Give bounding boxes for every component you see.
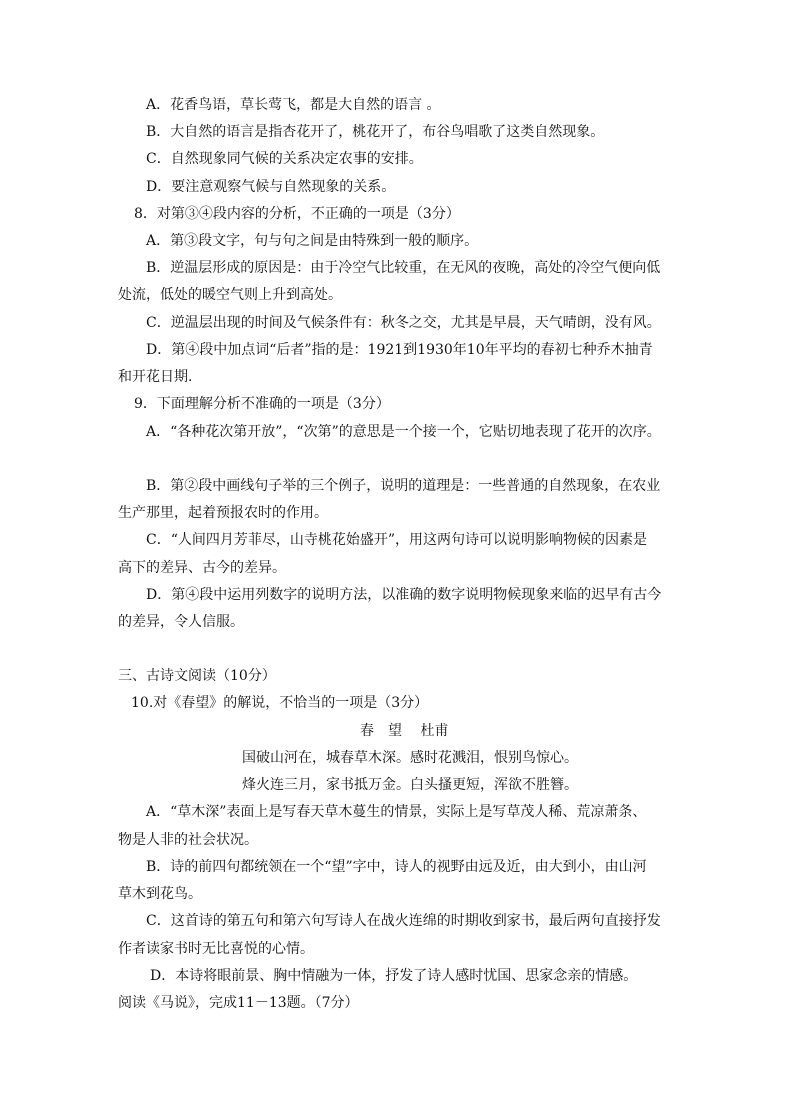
option-10d: D．本诗将眼前景、胸中情融为一体，抒发了诗人感时忧国、思家念亲的情感。 bbox=[150, 968, 638, 984]
option-10a-cont: 物是人非的社会状况。 bbox=[118, 832, 258, 848]
option-9c-cont: 高下的差异、古今的差异。 bbox=[118, 560, 286, 576]
option-10b: B．诗的前四句都统领在一个“望”字中，诗人的视野由远及近，由大到小，由山河 bbox=[146, 859, 647, 875]
option-8a: A．第③段文字，句与句之间是由特殊到一般的顺序。 bbox=[146, 233, 479, 249]
option-10b-cont: 草木到花鸟。 bbox=[118, 886, 202, 902]
option-9b-cont: 生产那里，起着预报农时的作用。 bbox=[118, 505, 328, 521]
question-10: 10.对《春望》的解说，不恰当的一项是（3分） bbox=[131, 695, 429, 711]
option-9d: D．第④段中运用列数字的说明方法，以准确的数字说明物候现象来临的迟早有古今 bbox=[146, 587, 662, 603]
option-9d-cont: 的差异，令人信服。 bbox=[118, 614, 244, 630]
reading-prompt: 阅读《马说》，完成11－13题。（7分） bbox=[118, 995, 359, 1011]
section-heading: 三、古诗文阅读（10分） bbox=[118, 668, 276, 684]
question-9: 9．下面理解分析不准确的一项是（3分） bbox=[134, 396, 390, 412]
question-8: 8．对第③④段内容的分析，不正确的一项是（3分） bbox=[134, 206, 460, 222]
option-8d-cont: 和开花日期. bbox=[118, 369, 193, 385]
option-8c: C．逆温层出现的时间及气候条件有：秋冬之交，尤其是早晨，天气晴朗，没有风。 bbox=[146, 315, 661, 331]
poem-title: 春 望 杜甫 bbox=[360, 723, 449, 739]
option-8b-cont: 处流，低处的暖空气则上升到高处。 bbox=[118, 287, 342, 303]
option-7c: C．自然现象同气候的关系决定农事的安排。 bbox=[146, 151, 423, 167]
option-9c: C．“人间四月芳菲尽，山寺桃花始盛开”，用这两句诗可以说明影响物候的因素是 bbox=[146, 532, 648, 548]
option-10c-cont: 作者读家书时无比喜悦的心情。 bbox=[118, 941, 314, 957]
poem-line-1: 国破山河在，城春草木深。感时花溅泪，恨别鸟惊心。 bbox=[242, 750, 578, 766]
option-7d: D．要注意观察气候与自然现象的关系。 bbox=[146, 179, 396, 195]
option-7b: B．大自然的语言是指杏花开了，桃花开了，布谷鸟唱歌了这类自然现象。 bbox=[146, 124, 605, 140]
option-10a: A．“草木深”表面上是写春天草木蔓生的情景，实际上是写草茂人稀、荒凉萧条、 bbox=[146, 804, 647, 820]
option-9b: B．第②段中画线句子举的三个例子，说明的道理是：一些普通的自然现象，在农业 bbox=[146, 478, 661, 494]
option-8d: D．第④段中加点词“后者”指的是：1921到1930年10年平均的春初七种乔木抽青 bbox=[146, 342, 653, 358]
option-7a: A．花香鸟语，草长莺飞，都是大自然的语言 。 bbox=[146, 97, 441, 113]
poem-line-2: 烽火连三月，家书抵万金。白头搔更短，浑欲不胜簪。 bbox=[242, 777, 578, 793]
option-8b: B．逆温层形成的原因是：由于冷空气比较重，在无风的夜晚，高处的冷空气便向低 bbox=[146, 260, 661, 276]
option-10c: C．这首诗的第五句和第六句写诗人在战火连绵的时期收到家书，最后两句直接抒发 bbox=[146, 913, 661, 929]
option-9a: A．“各种花次第开放”，“次第”的意思是一个接一个，它贴切地表现了花开的次序。 bbox=[146, 424, 661, 440]
